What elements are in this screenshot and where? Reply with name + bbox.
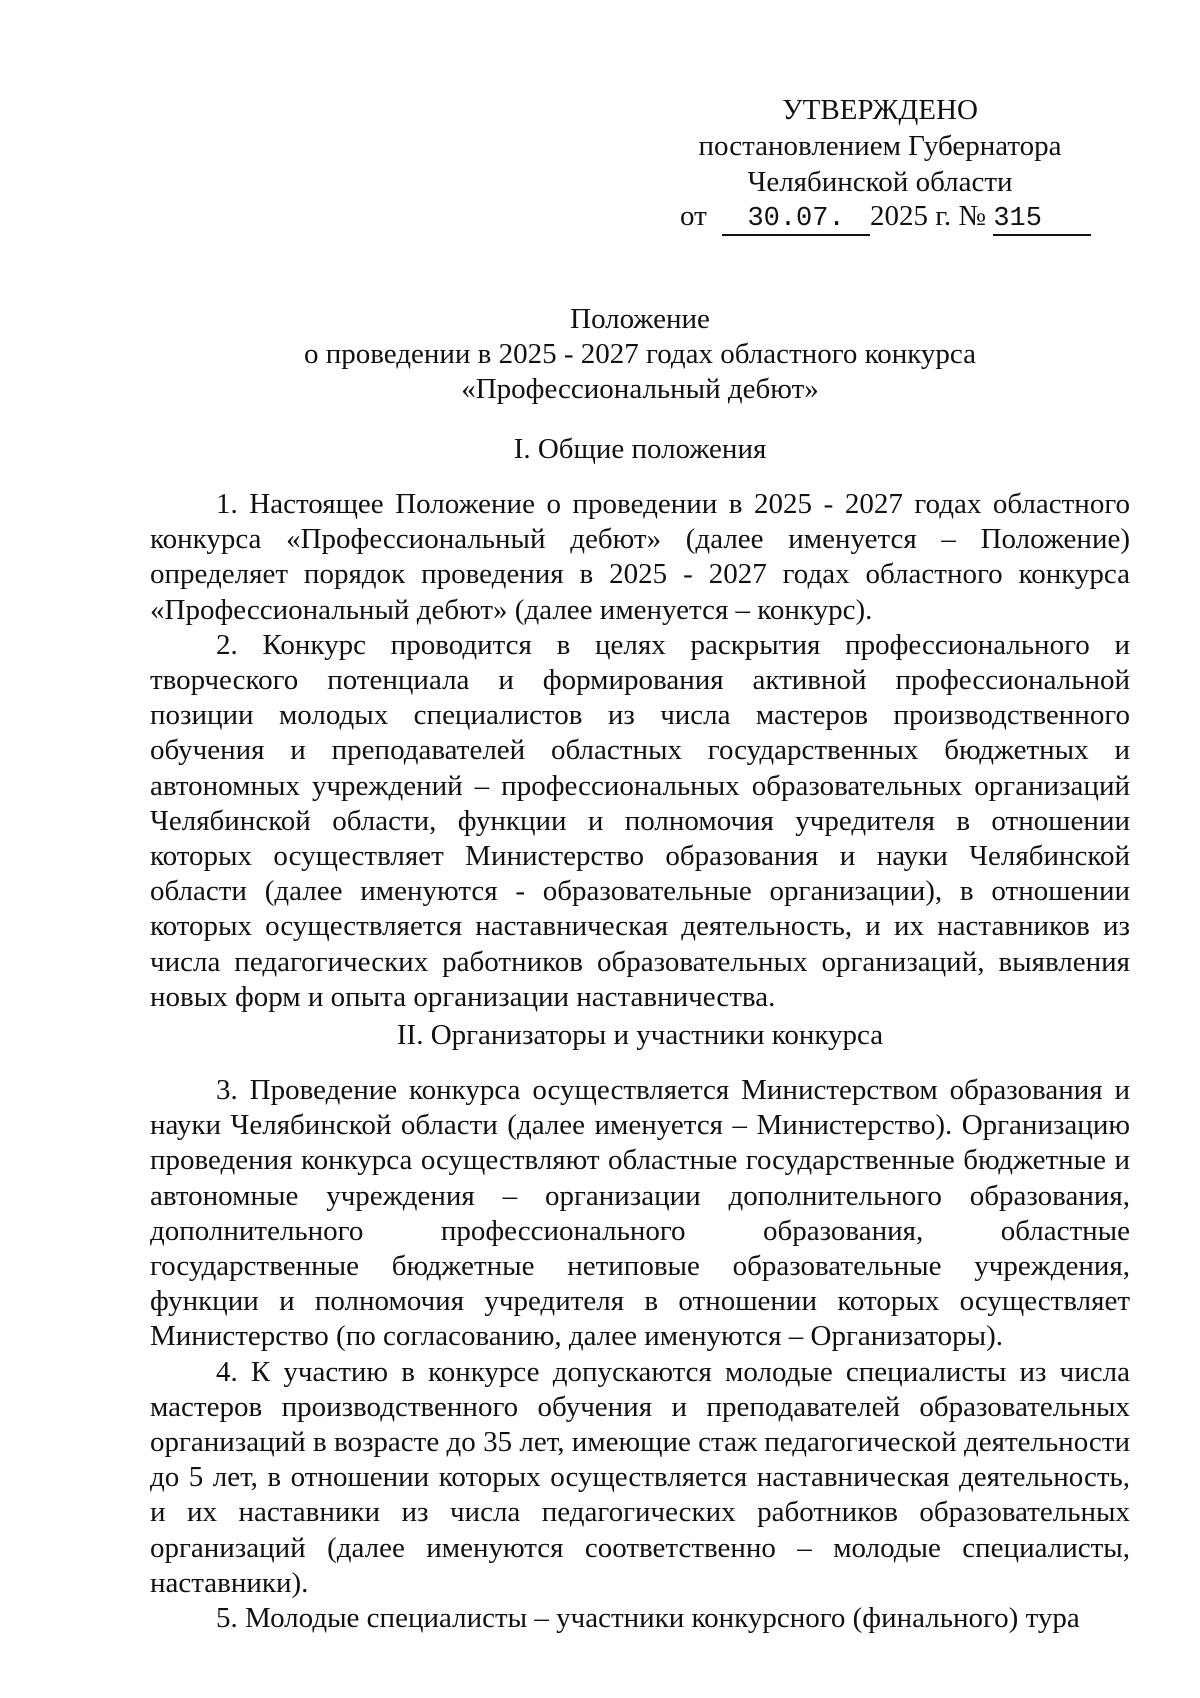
approval-line-1: постановлением Губернатора — [698, 130, 1062, 162]
section-heading-1: I. Общие положения — [513, 433, 767, 465]
year-number-label: 2025 г. № — [870, 200, 987, 232]
section-1-body — [150, 487, 1130, 1015]
date-value: 30.07. — [747, 204, 845, 234]
from-label: от — [680, 200, 707, 232]
paragraph-4: 4. К участию в конкурсе допускаются молодые специалисты из числа мастеров производственного обучения и преподавателей образовательных организаций в возрасте до 35 лет, имеющие стаж педагогической деятельности до 5 лет, в отношении которых осуществляется наставническая деятельность, и их наставники из числа педагогических работников образовательных организаций (далее именуются соответственно – молодые специалисты, наставники). — [150, 1355, 1130, 1599]
paragraph-1: 1. Настоящее Положение о проведении в 2025 - 2027 годах областного конкурса «Профессиональный дебют» (далее именуется – Положение) определяет порядок проведения в 2025 - 2027 годах областного конкурса «Профессиональный дебют» (далее именуется – конкурс). — [150, 488, 1130, 626]
title-line-1: Положение — [570, 303, 710, 335]
document-title — [150, 302, 1130, 407]
section-2-body — [150, 1073, 1130, 1636]
title-line-3: «Профессиональный дебют» — [461, 373, 819, 405]
number-value: 315 — [993, 204, 1042, 234]
title-line-2: о проведении в 2025 - 2027 годах областного конкурса — [303, 338, 977, 370]
paragraph-3: 3. Проведение конкурса осуществляется Министерством образования и науки Челябинской области (далее именуется – Министерство). Организацию проведения конкурса осуществляют областные государственные бюджетные и автономные учреждения – организации дополнительного образования, дополнительного профессионального образования, областные государственные бюджетные нетиповые образовательные учреждения, функции и полномочия учредителя в отношении которых осуществляет Министерство (по согласованию, далее именуются – Организаторы). — [150, 1074, 1130, 1353]
section-heading-2: II. Организаторы и участники конкурса — [396, 1019, 884, 1051]
approval-date-line — [680, 198, 1120, 236]
approval-title: УТВЕРЖДЕНО — [782, 94, 978, 126]
approval-stamp — [680, 92, 1080, 200]
date-field — [722, 201, 870, 236]
number-field — [993, 201, 1091, 236]
approval-line-2: Челябинской области — [747, 166, 1013, 198]
paragraph-2: 2. Конкурс проводится в целях раскрытия профессионального и творческого потенциала и формирования активной профессиональной позиции молодых специалистов из числа мастеров производственного обучения и преподавателей областных государственных бюджетных и автономных учреждений – профессиональных образовательных организаций Челябинской области, функции и полномочия учредителя в отношении которых осуществляет Министерство образования и науки Челябинской области (далее именуются - образовательные организации), в отношении которых осуществляется наставническая деятельность, и их наставников из числа педагогических работников образовательных организаций, выявления новых форм и опыта организации наставничества. — [150, 628, 1130, 1013]
paragraph-5: 5. Молодые специалисты – участники конкурсного (финального) тура — [216, 1602, 1080, 1635]
